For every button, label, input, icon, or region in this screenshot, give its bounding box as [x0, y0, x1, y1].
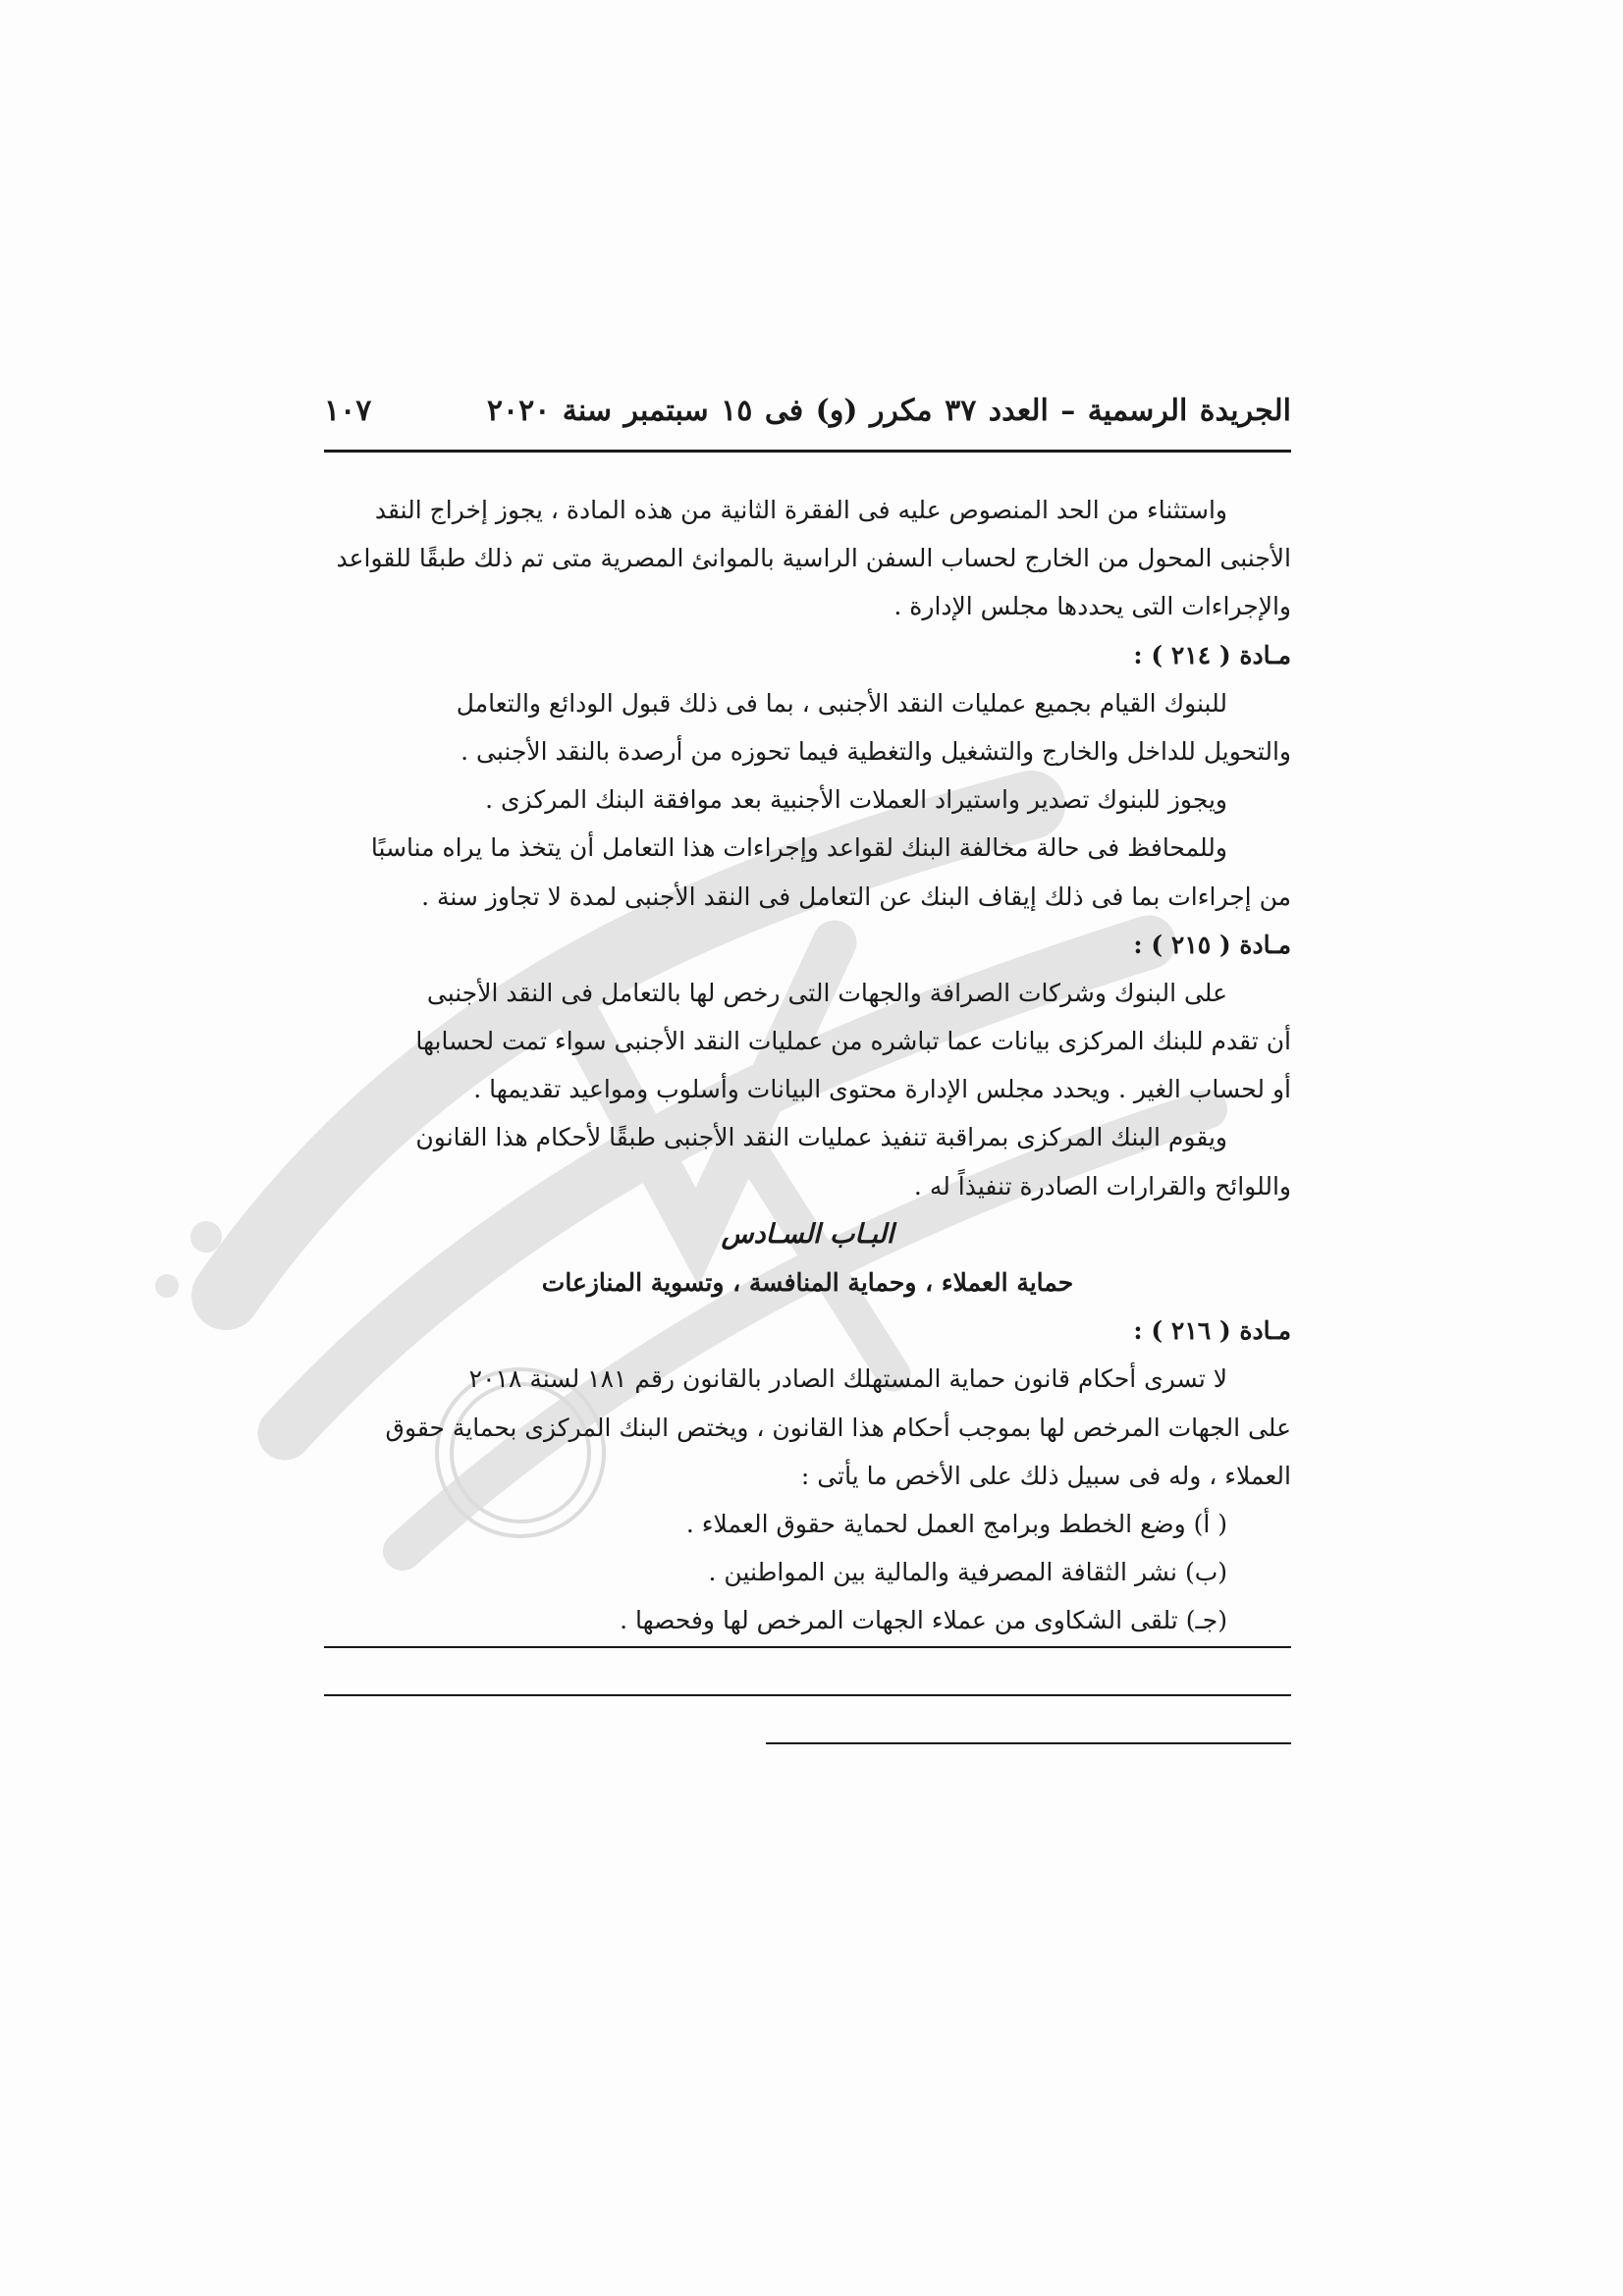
- list-item: (جـ) تلقى الشكاوى من عملاء الجهات المرخص لها وفحصها .: [620, 1606, 1227, 1635]
- header-title: الجريدة الرسمية – العدد ٣٧ مكرر (و) فى ١٥ سبتمبر سنة ٢٠٢٠: [486, 393, 1291, 428]
- paragraph-line: أن تقدم للبنك المركزى بيانات عما تباشره من عمليات النقد الأجنبى سواء تمت لحسابها: [415, 1027, 1291, 1056]
- chapter-subtitle: حماية العملاء ، وحماية المنافسة ، وتسوية المنازعات: [541, 1268, 1074, 1297]
- article-heading: مـادة ( ٢١٦ ) :: [1133, 1316, 1291, 1346]
- underline-rule: [324, 1694, 1291, 1696]
- paragraph-line: ويقوم البنك المركزى بمراقبة تنفيذ عمليات النقد الأجنبى طبقًا لأحكام هذا القانون: [415, 1123, 1227, 1152]
- paragraph-line: على البنوك وشركات الصرافة والجهات التى رخص لها بالتعامل فى النقد الأجنبى: [426, 978, 1227, 1007]
- paragraph-line: العملاء ، وله فى سبيل ذلك على الأخص ما يأتى :: [800, 1461, 1291, 1490]
- underline-rule: [324, 1646, 1291, 1648]
- paragraph-line: ويجوز للبنوك تصدير واستيراد العملات الأجنبية بعد موافقة البنك المركزى .: [485, 785, 1227, 815]
- article-heading: مـادة ( ٢١٥ ) :: [1133, 930, 1291, 959]
- paragraph-line: أو لحساب الغير . ويحدد مجلس الإدارة محتوى البيانات وأسلوب ومواعيد تقديمها .: [473, 1075, 1291, 1104]
- paragraph-line: لا تسرى أحكام قانون حماية المستهلك الصادر بالقانون رقم ١٨١ لسنة ٢٠١٨: [468, 1364, 1227, 1394]
- paragraph-line: وللمحافظ فى حالة مخالفة البنك لقواعد وإجراءات هذا التعامل أن يتخذ ما يراه مناسبًا: [370, 833, 1227, 863]
- document-body: [324, 486, 1291, 1645]
- paragraph-line: واستثناء من الحد المنصوص عليه فى الفقرة الثانية من هذه المادة ، يجوز إخراج النقد: [374, 496, 1227, 524]
- article-heading: مـادة ( ٢١٤ ) :: [1133, 640, 1291, 669]
- page-number: ١٠٧: [324, 393, 372, 428]
- paragraph-line: من إجراءات بما فى ذلك إيقاف البنك عن التعامل فى النقد الأجنبى لمدة لا تجاوز سنة .: [421, 881, 1291, 911]
- page-header: [324, 381, 1291, 440]
- paragraph-line: واللوائح والقرارات الصادرة تنفيذاً له .: [913, 1171, 1291, 1201]
- chapter-title: البـاب السـادس: [721, 1218, 894, 1250]
- list-item: (ب) نشر الثقافة المصرفية والمالية بين المواطنين .: [708, 1558, 1227, 1587]
- header-divider: [324, 450, 1291, 453]
- paragraph-line: للبنوك القيام بجميع عمليات النقد الأجنبى ، بما فى ذلك قبول الودائع والتعامل: [456, 688, 1227, 718]
- paragraph-line: على الجهات المرخص لها بموجب أحكام هذا القانون ، ويختص البنك المركزى بحماية حقوق: [385, 1413, 1291, 1442]
- list-item: ( أ) وضع الخطط وبرامج العمل لحماية حقوق العملاء .: [685, 1509, 1227, 1538]
- paragraph-line: والإجراءات التى يحددها مجلس الإدارة .: [893, 592, 1291, 621]
- paragraph-line: والتحويل للداخل والخارج والتشغيل والتغطية فيما تحوزه من أرصدة بالنقد الأجنبى .: [460, 736, 1291, 766]
- paragraph-line: الأجنبى المحول من الخارج لحساب السفن الراسية بالموانئ المصرية متى تم ذلك طبقًا للقواعد: [336, 544, 1291, 573]
- underline-rule: [766, 1742, 1291, 1744]
